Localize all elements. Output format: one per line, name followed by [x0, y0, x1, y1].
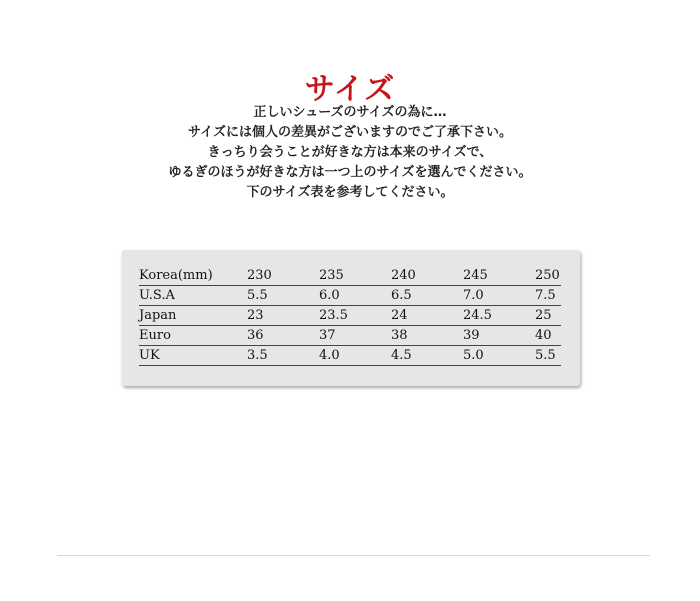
- row-label: Euro: [139, 326, 247, 346]
- intro-line: きっちり会うことが好きな方は本来のサイズで、: [207, 145, 493, 160]
- table-cell: 40: [535, 326, 561, 346]
- table-cell: 6.0: [319, 286, 391, 306]
- table-row: [139, 266, 561, 286]
- table-cell: 6.5: [391, 286, 463, 306]
- table-cell: 245: [463, 266, 535, 286]
- table-row: [139, 346, 561, 366]
- table-cell: 38: [391, 326, 463, 346]
- table-cell: 4.5: [391, 346, 463, 366]
- row-label: U.S.A: [139, 286, 247, 306]
- intro-text: [0, 103, 700, 203]
- row-label: UK: [139, 346, 247, 366]
- table-cell: 24.5: [463, 306, 535, 326]
- table-cell: 25: [535, 306, 561, 326]
- row-label: Japan: [139, 306, 247, 326]
- size-table-panel: [122, 250, 580, 386]
- table-row: [139, 286, 561, 306]
- table-cell: 5.5: [247, 286, 319, 306]
- table-row: [139, 326, 561, 346]
- intro-line: サイズには個人の差異がございますのでご了承下さい。: [188, 125, 512, 140]
- page-title: サイズ: [304, 72, 396, 108]
- table-cell: 4.0: [319, 346, 391, 366]
- table-cell: 7.5: [535, 286, 561, 306]
- footer-divider: [57, 555, 650, 556]
- intro-line: 下のサイズ表を参考してください。: [246, 185, 454, 200]
- table-row: [139, 306, 561, 326]
- table-cell: 39: [463, 326, 535, 346]
- table-cell: 250: [535, 266, 561, 286]
- table-cell: 240: [391, 266, 463, 286]
- size-table: [139, 266, 561, 366]
- intro-line: 正しいシューズのサイズの為に…: [253, 105, 447, 120]
- table-cell: 36: [247, 326, 319, 346]
- table-cell: 24: [391, 306, 463, 326]
- table-cell: 3.5: [247, 346, 319, 366]
- intro-line: ゆるぎのほうが好きな方は一つ上のサイズを選んでください。: [168, 165, 532, 180]
- table-cell: 23.5: [319, 306, 391, 326]
- table-cell: 230: [247, 266, 319, 286]
- row-label: Korea(mm): [139, 266, 247, 286]
- table-cell: 7.0: [463, 286, 535, 306]
- table-cell: 5.0: [463, 346, 535, 366]
- table-cell: 5.5: [535, 346, 561, 366]
- table-cell: 23: [247, 306, 319, 326]
- table-cell: 37: [319, 326, 391, 346]
- table-cell: 235: [319, 266, 391, 286]
